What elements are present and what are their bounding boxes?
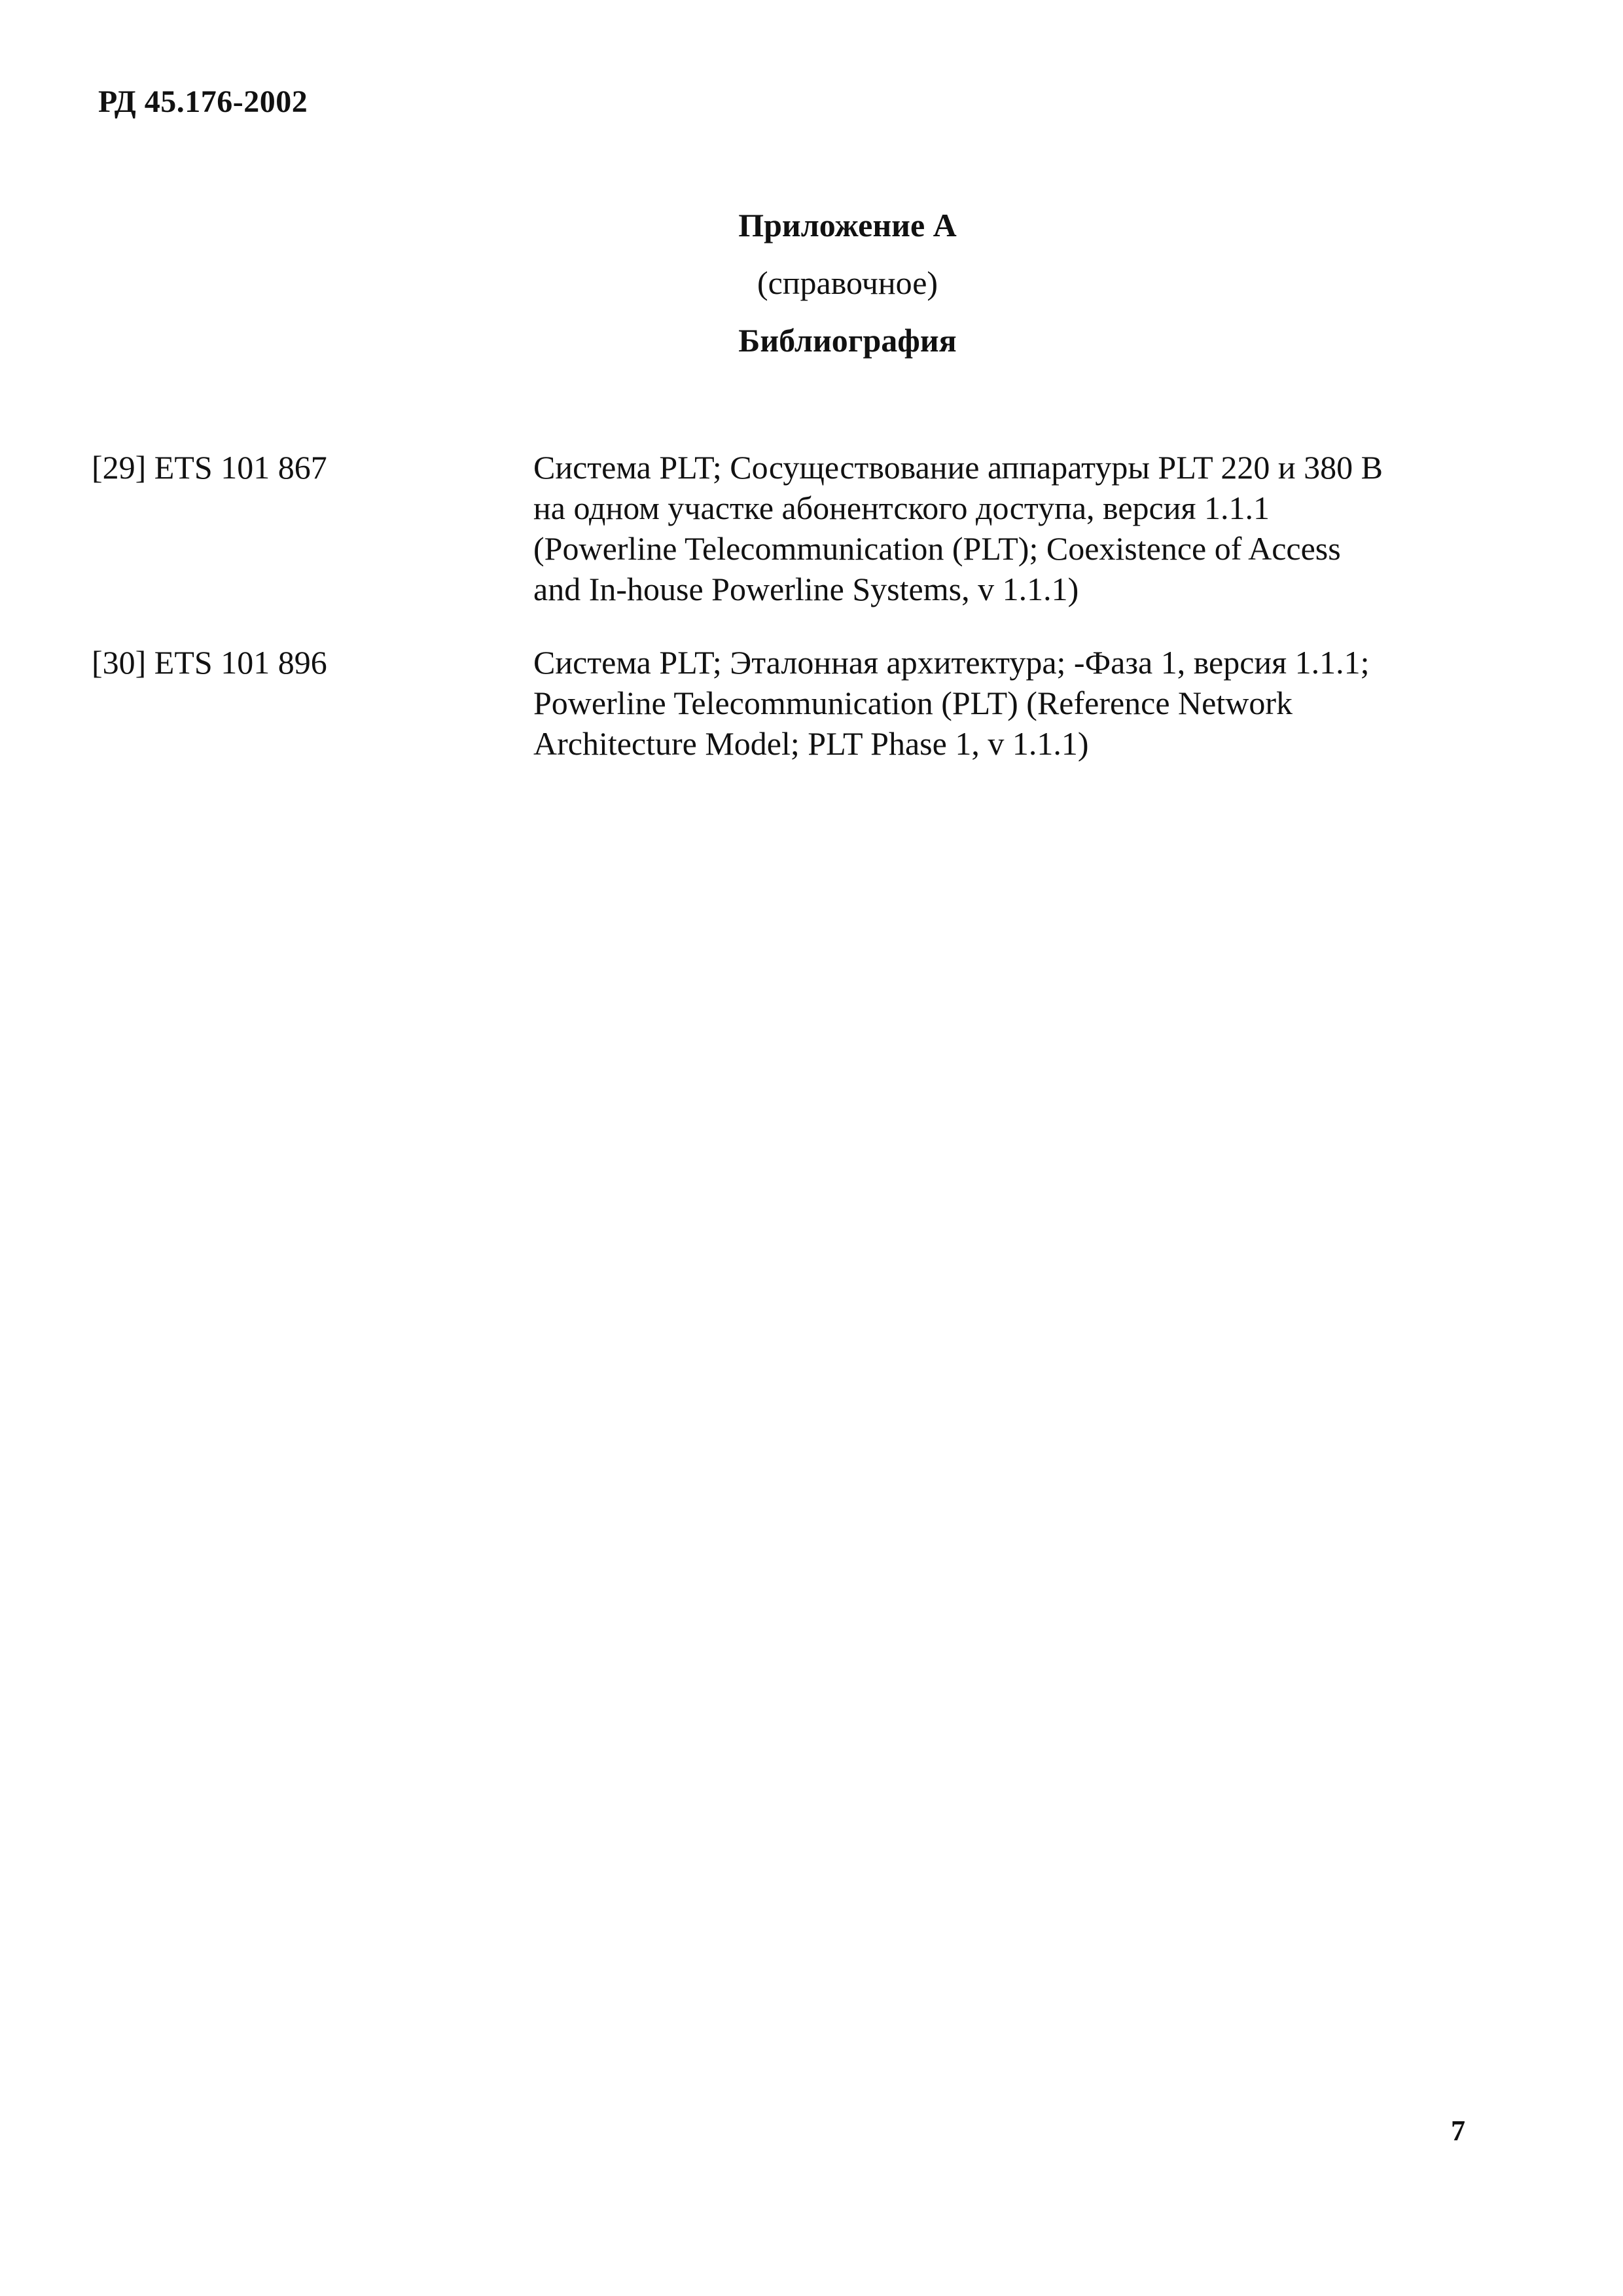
bibliography-list bbox=[92, 447, 1531, 797]
annex-title: Приложение А bbox=[738, 207, 957, 243]
bibliography-entry bbox=[92, 447, 1531, 609]
bibliography-ref: [30] ETS 101 896 bbox=[92, 644, 327, 681]
document-code: РД 45.176-2002 bbox=[98, 84, 308, 119]
bibliography-line: Powerline Telecommunication (PLT) (Reference Network bbox=[533, 685, 1293, 721]
bibliography-heading: Библиография bbox=[738, 322, 957, 359]
bibliography-description bbox=[533, 642, 1515, 764]
bibliography-entry bbox=[92, 642, 1531, 764]
bibliography-line: Система PLT; Эталонная архитектура; -Фаза 1, версия 1.1.1; bbox=[533, 644, 1370, 681]
bibliography-line: and In-house Powerline Systems, v 1.1.1) bbox=[533, 571, 1079, 607]
annex-kind: (справочное) bbox=[757, 264, 938, 301]
page-number: 7 bbox=[1451, 2115, 1465, 2147]
bibliography-line: (Powerline Telecommunication (PLT); Coexistence of Access bbox=[533, 530, 1341, 567]
bibliography-line: Architecture Model; PLT Phase 1, v 1.1.1) bbox=[533, 725, 1089, 762]
bibliography-line: Система PLT; Сосуществование аппаратуры PLT 220 и 380 В bbox=[533, 449, 1383, 486]
bibliography-line: на одном участке абонентского доступа, версия 1.1.1 bbox=[533, 490, 1270, 526]
bibliography-description bbox=[533, 447, 1515, 609]
bibliography-ref: [29] ETS 101 867 bbox=[92, 449, 327, 486]
annex-heading-block bbox=[0, 196, 1623, 369]
